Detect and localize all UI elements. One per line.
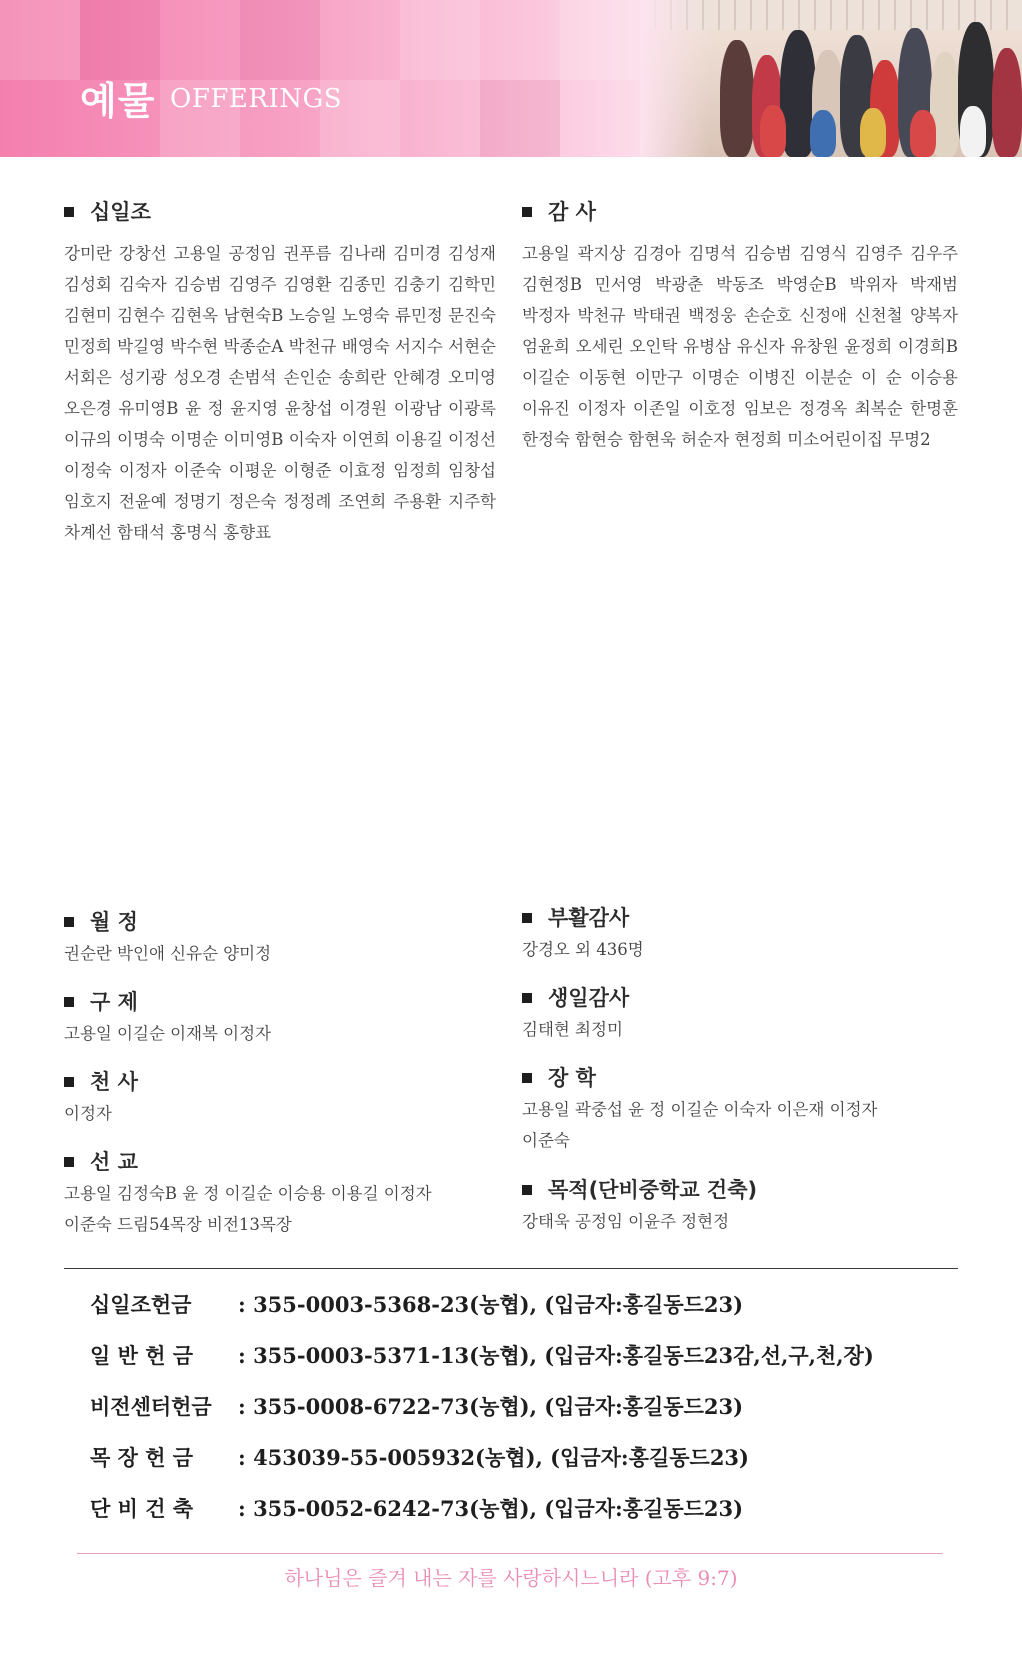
photo-child [810, 110, 836, 157]
account-label: 십일조헌금 [90, 1292, 192, 1317]
section-heading-label: 십일조 [90, 200, 151, 224]
banner-tile [560, 0, 640, 80]
header-banner [0, 0, 1022, 157]
page-title: 예물 [80, 79, 156, 123]
banner-tile [240, 0, 320, 80]
section-heading [522, 196, 958, 228]
section-heading [64, 196, 496, 228]
account-label: 단 비 건 축 [90, 1496, 194, 1521]
account-number: : 355-0052-6242-73(농협), (입금자:홍길동드23) [238, 1496, 744, 1521]
section-easter [522, 902, 958, 965]
section-heading-label: 천 사 [90, 1070, 138, 1094]
photo-person [992, 48, 1022, 157]
section-relief [64, 986, 500, 1049]
banner-tile [0, 0, 80, 80]
account-number: : 453039-55-005932(농협), (입금자:홍길동드23) [238, 1445, 749, 1470]
square-bullet-icon [64, 917, 74, 927]
account-number: : 355-0003-5371-13(농협), (입금자:홍길동드23감,선,구,천,장) [238, 1343, 874, 1368]
group-photo [640, 0, 1022, 157]
section-heading [64, 1066, 500, 1098]
photo-child [910, 110, 936, 157]
photo-person [720, 40, 754, 157]
name-list: 강태욱 공정임 이윤주 정현정 [522, 1212, 730, 1231]
name-list-line: 이준숙 드림54목장 비전13목장 [64, 1215, 292, 1234]
account-number: : 355-0003-5368-23(농협), (입금자:홍길동드23) [238, 1292, 744, 1317]
name-list: 고용일 곽지상 김경아 김명석 김승범 김영식 김영주 김우주 김현정B 민서영 박광춘 박동조 박영순B 박위자 박재범 박정자 박천규 박태권 백정웅 손순호 신정애 신천철 양복자 엄윤희 오세린 오인탁 유병삼 유신자 유창원 윤정희 이경희B 이길순 이동현 이만구 이명순 이병진 이분순 이 순 이승용 이유진 이정자 이존일 이호정 임보은 정경옥 최복순 한명훈 한정숙 함현승 함현욱 허순자 현정희 미소어린이집 무명2 [522, 244, 958, 449]
section-mission [64, 1146, 500, 1240]
account-row [90, 1341, 874, 1371]
section-heading-label: 부활감사 [548, 906, 630, 930]
name-list-line: 고용일 곽중섭 윤 정 이길순 이숙자 이은재 이정자 [522, 1100, 878, 1119]
square-bullet-icon [64, 207, 74, 217]
section-heading [64, 986, 500, 1018]
section-heading [522, 982, 958, 1014]
square-bullet-icon [64, 997, 74, 1007]
photo-child [860, 108, 886, 157]
banner-tile [80, 0, 160, 80]
section-heading-label: 장 학 [548, 1066, 596, 1090]
section-heading [522, 902, 958, 934]
square-bullet-icon [522, 207, 532, 217]
section-heading [522, 1062, 958, 1094]
account-row [90, 1392, 743, 1422]
section-thanks [522, 196, 958, 455]
section-heading-label: 선 교 [90, 1150, 138, 1174]
square-bullet-icon [64, 1077, 74, 1087]
page-subtitle: OFFERINGS [170, 84, 343, 114]
section-divider [64, 1268, 958, 1269]
banner-tile [400, 0, 480, 80]
section-heading [522, 1174, 958, 1206]
section-heading-label: 생일감사 [548, 986, 630, 1010]
square-bullet-icon [522, 1185, 532, 1195]
name-list: 강경오 외 436명 [522, 940, 644, 959]
banner-tile [480, 80, 560, 157]
name-list: 고용일 이길순 이재복 이정자 [64, 1024, 272, 1043]
name-list-line: 이준숙 [522, 1131, 570, 1150]
account-row [90, 1290, 743, 1320]
footer-verse: 하나님은 즐겨 내는 자를 사랑하시느니라 (고후 9:7) [284, 1566, 738, 1590]
name-list-line: 고용일 김정숙B 윤 정 이길순 이승용 이용길 이정자 [64, 1184, 432, 1203]
section-heading-label: 감 사 [548, 200, 596, 224]
account-number: : 355-0008-6722-73(농협), (입금자:홍길동드23) [238, 1394, 744, 1419]
photo-child [960, 106, 986, 157]
square-bullet-icon [522, 1073, 532, 1083]
account-label: 비전센터헌금 [90, 1394, 212, 1419]
account-row [90, 1494, 743, 1524]
square-bullet-icon [522, 993, 532, 1003]
section-birthday [522, 982, 958, 1045]
square-bullet-icon [64, 1157, 74, 1167]
section-heading-label: 월 정 [90, 910, 138, 934]
section-heading-label: 구 제 [90, 990, 138, 1014]
name-list: 이정자 [64, 1104, 112, 1123]
square-bullet-icon [522, 913, 532, 923]
name-list: 강미란 강창선 고용일 공정임 권푸름 김나래 김미경 김성재 김성회 김숙자 김승범 김영주 김영환 김종민 김충기 김학민 김현미 김현수 김현옥 남현숙B 노승일 노영숙 류민정 문진숙 민정희 박길영 박수현 박종순A 박천규 배영숙 서지수 서현순 서회은 성기광 성오경 손범석 손인순 송희란 안혜경 오미영 오은경 유미영B 윤 정 윤지영 윤창섭 이경원 이광남 이광록 이규의 이명숙 이명순 이미영B 이숙자 이연희 이용길 이정선 이정숙 이정자 이준숙 이평운 이형준 이효정 임정희 임창섭 임호지 전윤예 정명기 정은숙 정정례 조연희 주용환 지주학 차계선 함태석 홍명식 홍향표 [64, 244, 497, 542]
name-list: 김태현 최정미 [522, 1020, 623, 1039]
name-list: 권순란 박인애 신유순 양미정 [64, 944, 272, 963]
section-angel [64, 1066, 500, 1129]
account-row [90, 1443, 749, 1473]
section-scholarship [522, 1062, 958, 1156]
photo-fade [640, 0, 710, 157]
section-heading [64, 906, 500, 938]
section-monthly [64, 906, 500, 969]
section-heading-label: 목적(단비중학교 건축) [548, 1178, 758, 1202]
footer-divider [77, 1553, 943, 1554]
section-heading [64, 1146, 500, 1178]
photo-child [760, 105, 786, 157]
account-label: 목 장 헌 금 [90, 1445, 194, 1470]
account-label: 일 반 헌 금 [90, 1343, 194, 1368]
section-purpose [522, 1174, 958, 1237]
section-tithe [64, 196, 496, 548]
